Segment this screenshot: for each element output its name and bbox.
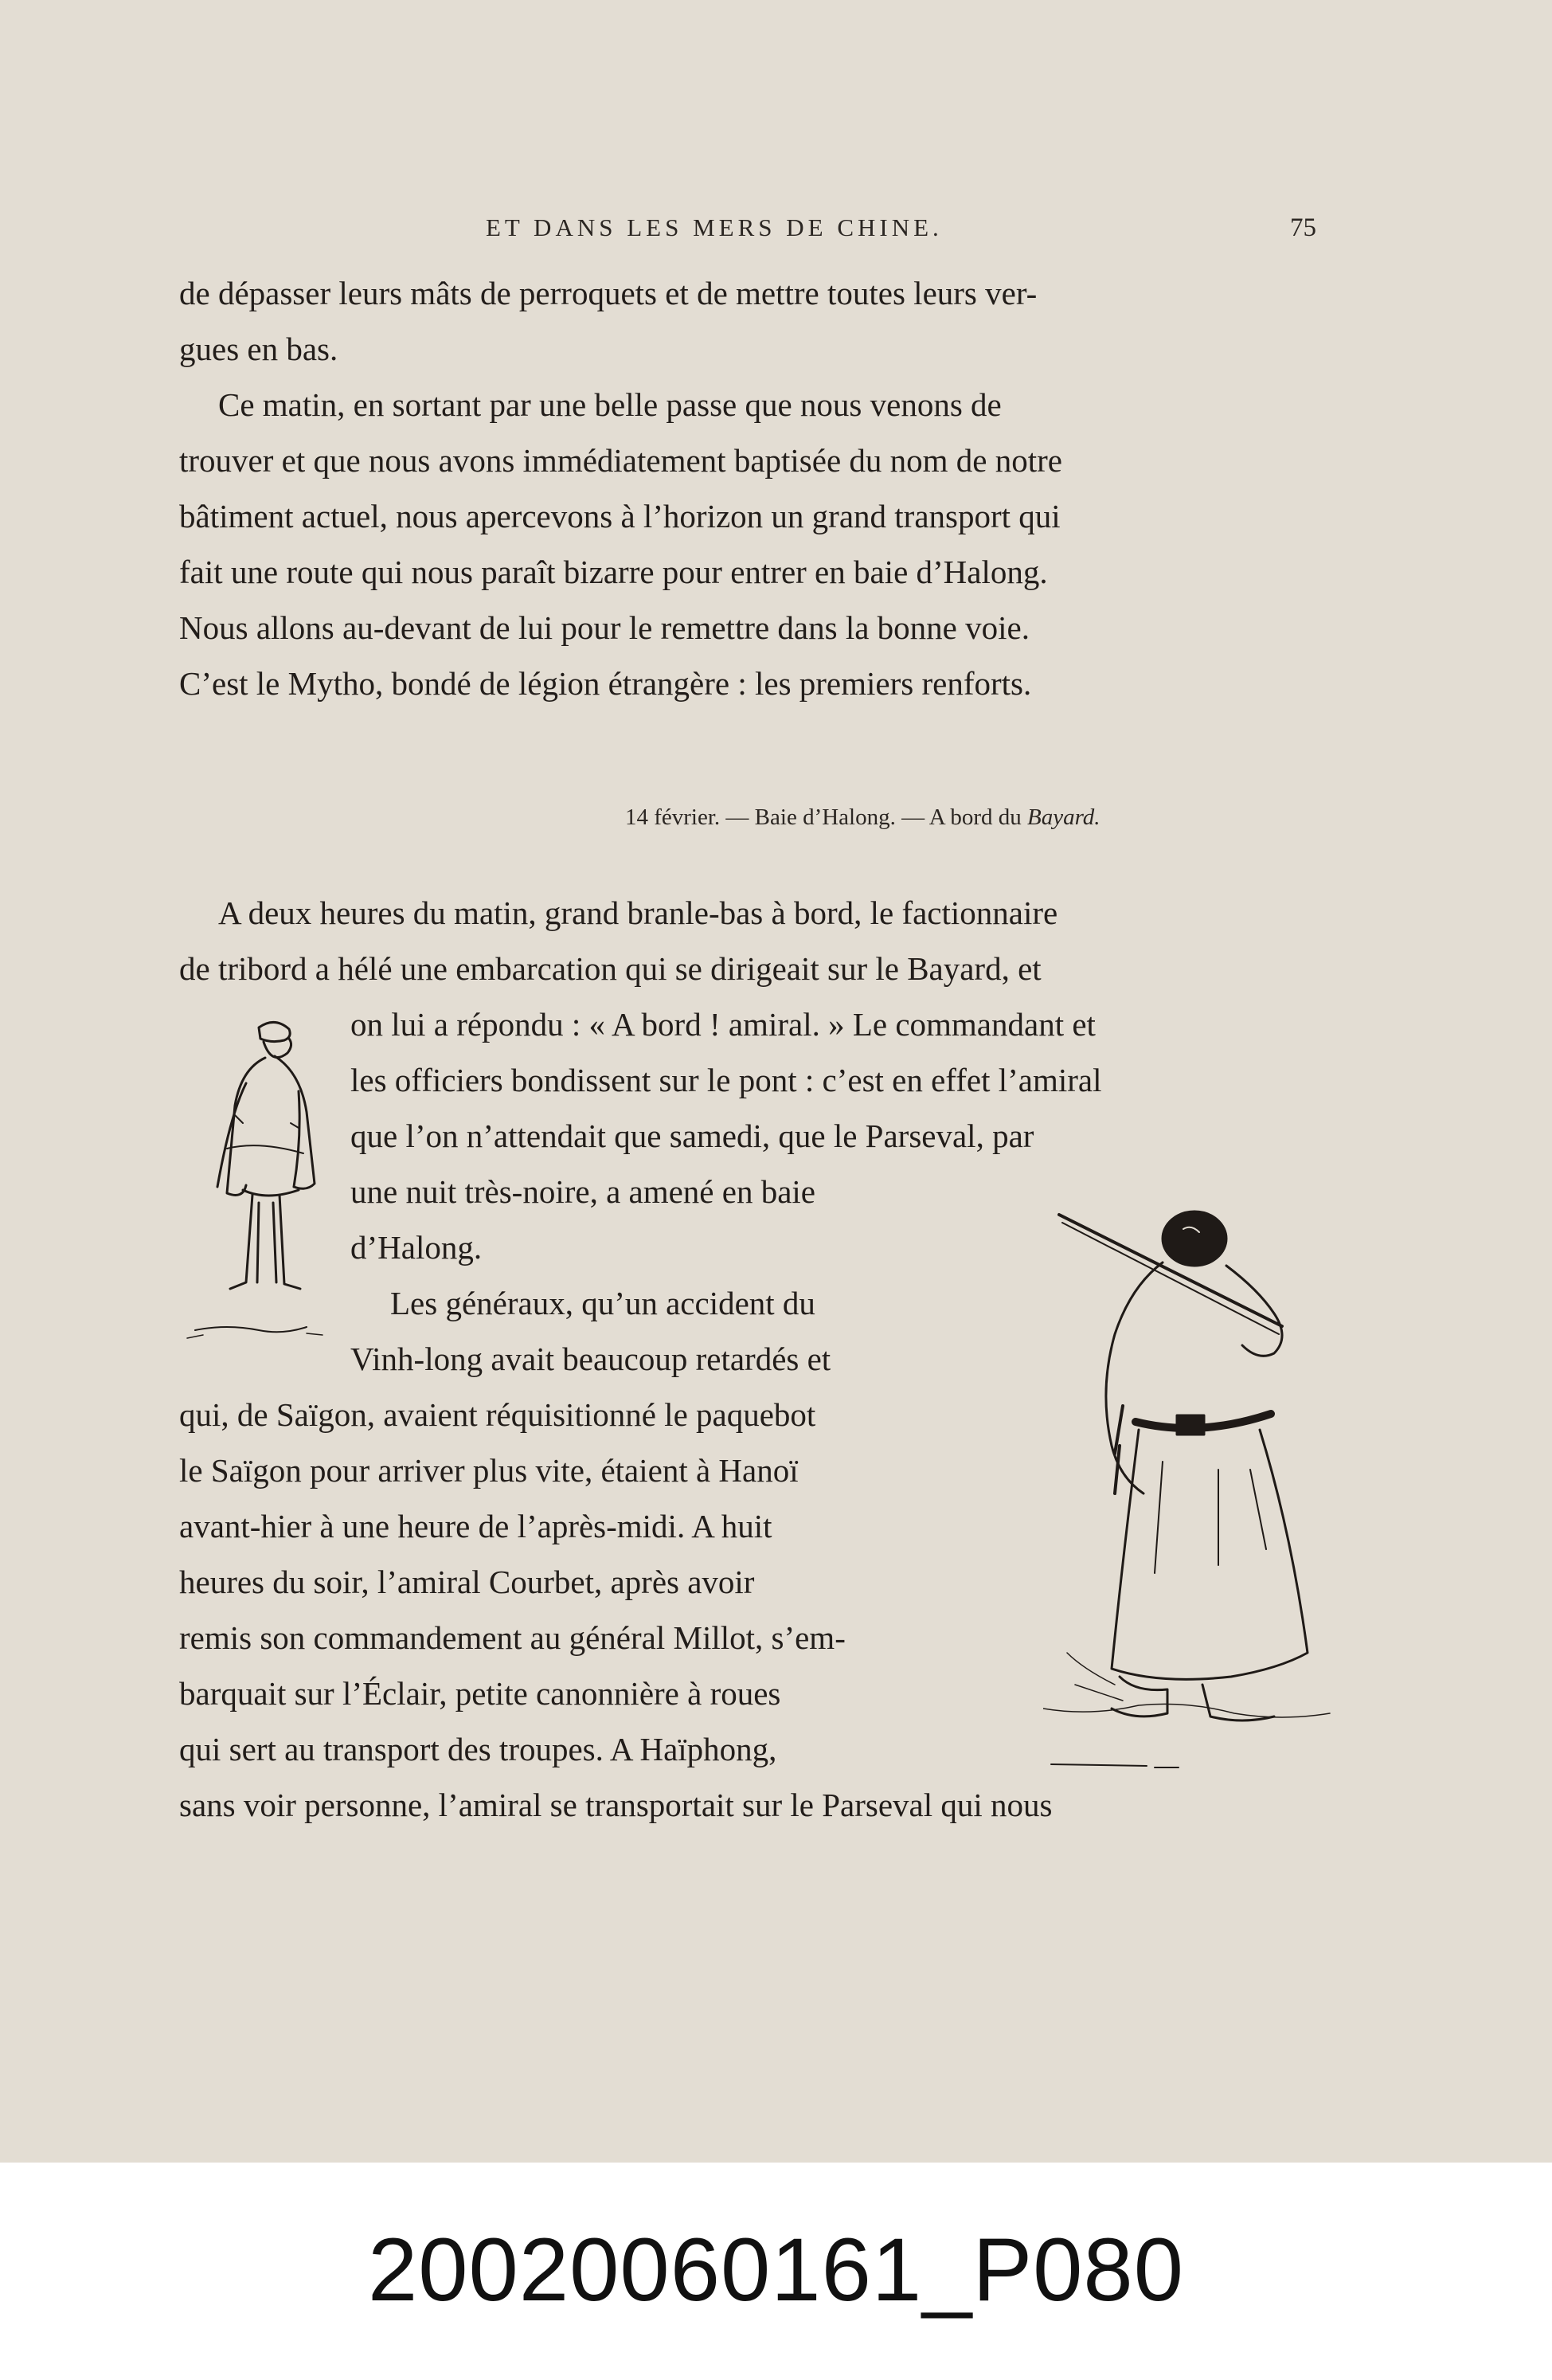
text-line: de dépasser leurs mâts de perroquets et de mettre toutes leurs ver-: [179, 275, 1038, 311]
text-line: Ce matin, en sortant par une belle passe que nous venons de: [218, 386, 1002, 423]
text-line: C’est le Mytho, bondé de légion étrangère : les premiers renforts.: [179, 665, 1032, 702]
text-line: A deux heures du matin, grand branle-bas à bord, le factionnaire: [218, 894, 1058, 931]
text-line: trouver et que nous avons immédiatement baptisée du nom de notre: [179, 442, 1062, 479]
text-line: gues en bas.: [179, 331, 338, 367]
text-line: Les généraux, qu’un accident du: [390, 1285, 815, 1321]
text-line: qui sert au transport des troupes. A Haïphong,: [179, 1731, 777, 1767]
text-line: d’Halong.: [350, 1229, 483, 1266]
sketch-sailor-standing: [179, 1012, 330, 1362]
text-line: les officiers bondissent sur le pont : c’est en effet l’amiral: [350, 1062, 1102, 1098]
page-header: [0, 213, 1552, 245]
text-line: Nous allons au-devant de lui pour le remettre dans la bonne voie.: [179, 609, 1030, 646]
text-line: qui, de Saïgon, avaient réquisitionné le paquebot: [179, 1396, 816, 1433]
dateline-ship: Bayard.: [1027, 804, 1100, 830]
text-line: heures du soir, l’amiral Courbet, après avoir: [179, 1564, 755, 1600]
text-line: barquait sur l’Éclair, petite canonnière à roues: [179, 1675, 781, 1712]
text-line: une nuit très-noire, a amené en baie: [350, 1173, 815, 1210]
text-line: de tribord a hélé une embarcation qui se dirigeait sur le Bayard, et: [179, 950, 1042, 987]
catalog-number: 20020060161_P080: [367, 2220, 1185, 2319]
text-line: que l’on n’attendait que samedi, que le Parseval, par: [350, 1118, 1034, 1154]
text-line: bâtiment actuel, nous apercevons à l’horizon un grand transport qui: [179, 498, 1061, 534]
page-number: 75: [1290, 213, 1316, 242]
text-line: fait une route qui nous paraît bizarre pour entrer en baie d’Halong.: [179, 554, 1048, 590]
text-line: avant-hier à une heure de l’après-midi. A huit: [179, 1508, 772, 1544]
dateline: [625, 804, 1100, 831]
sketch-soldier-with-rifle: [1043, 1207, 1346, 1780]
text-line: Vinh-long avait beaucoup retardés et: [350, 1341, 831, 1377]
text-line: remis son commandement au général Millot, s’em-: [179, 1619, 846, 1656]
text-line: sans voir personne, l’amiral se transportait sur le Parseval qui nous: [179, 1787, 1053, 1823]
running-head: ET DANS LES MERS DE CHINE.: [486, 213, 943, 241]
text-line: on lui a répondu : « A bord ! amiral. » Le commandant et: [350, 1006, 1096, 1043]
dateline-text: 14 février. — Baie d’Halong. — A bord du: [625, 804, 1027, 830]
text-line: le Saïgon pour arriver plus vite, étaient à Hanoï: [179, 1452, 799, 1489]
